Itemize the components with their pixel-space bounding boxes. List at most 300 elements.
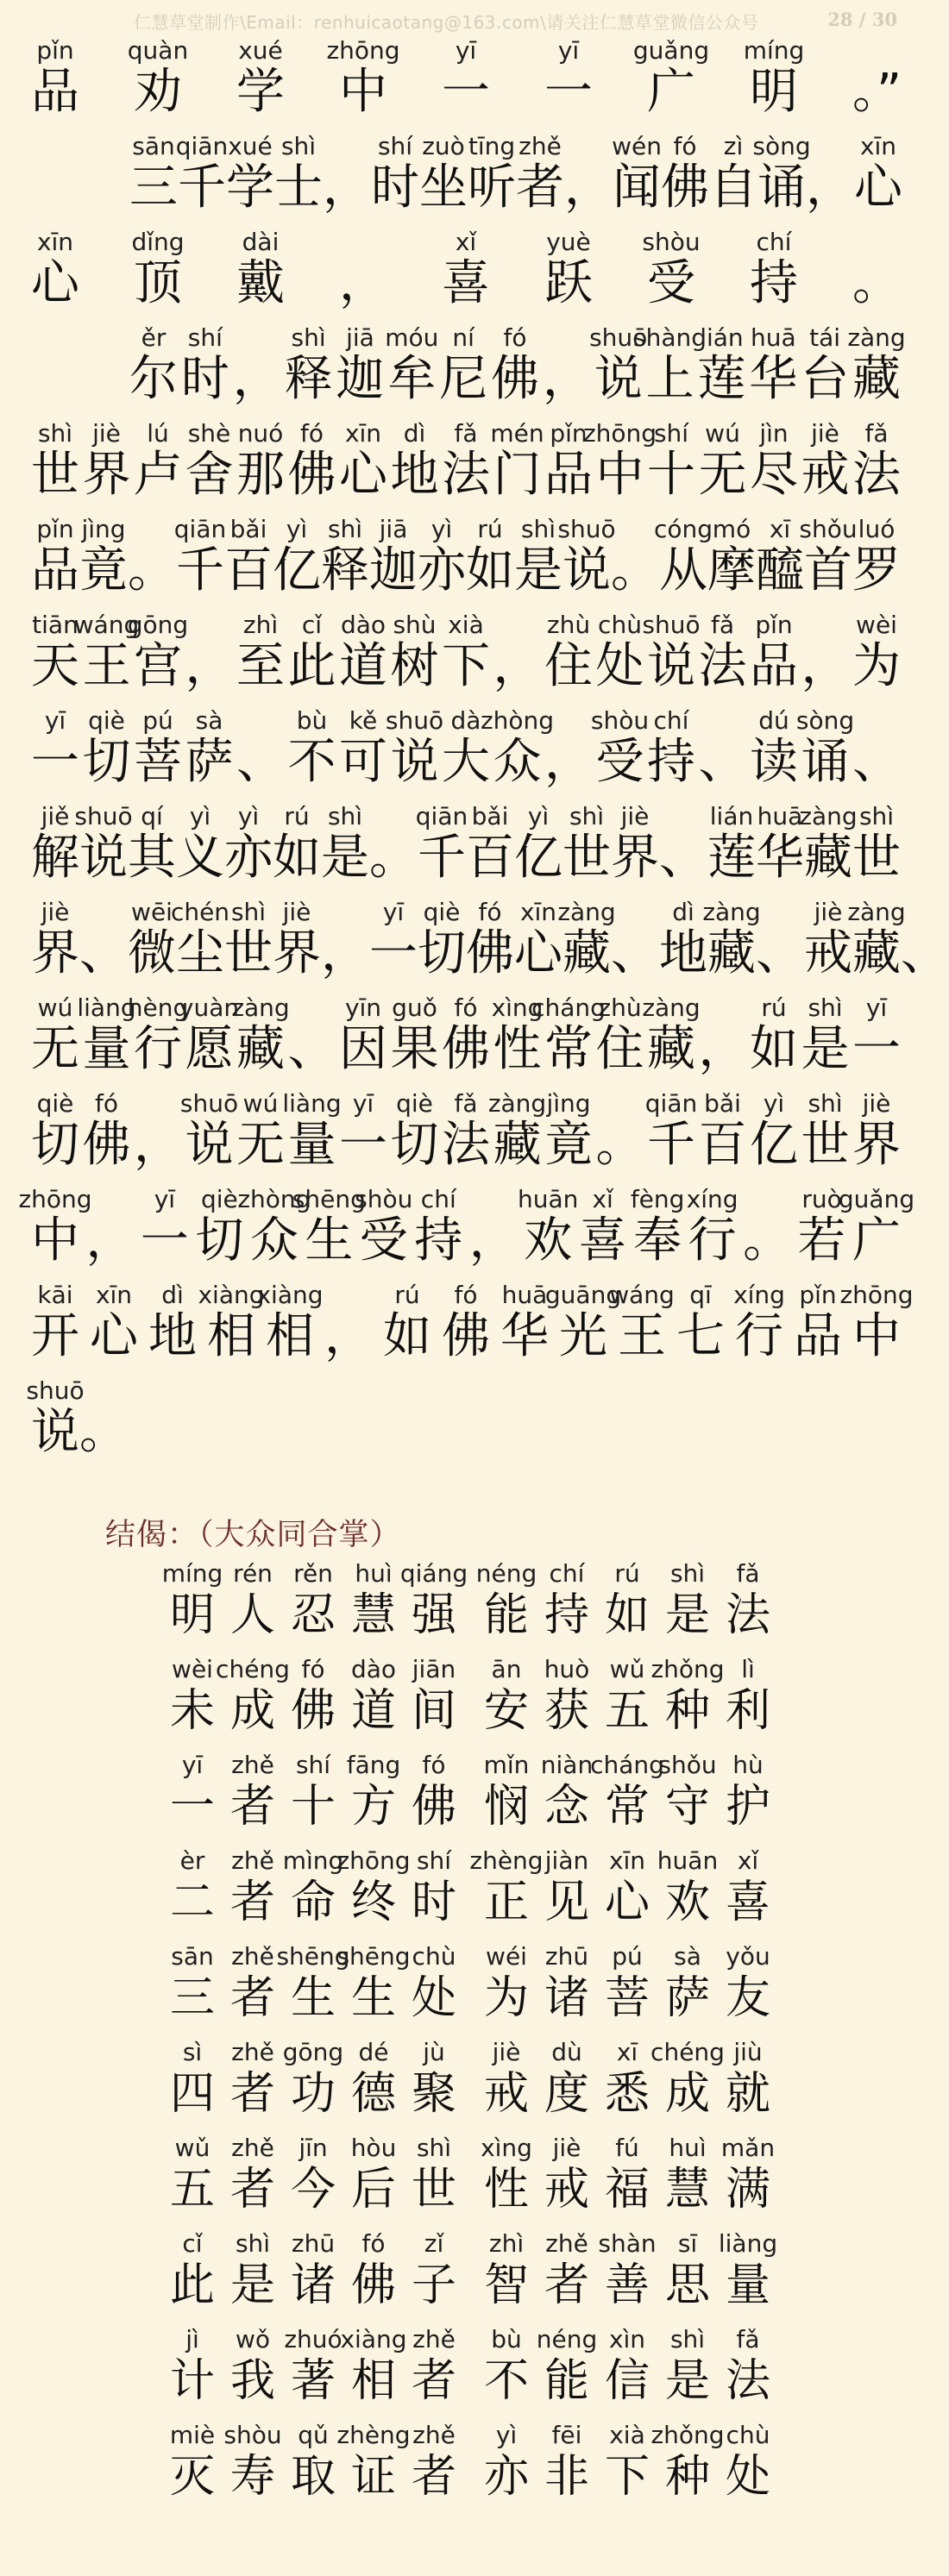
pinyin: yuàn xyxy=(179,993,240,1022)
pinyin: zhù xyxy=(598,993,642,1022)
pinyin: chù xyxy=(412,1942,456,1971)
pinyin: shì xyxy=(669,2325,706,2353)
hanzi: 一 xyxy=(169,1781,215,1833)
hanzi: 可 xyxy=(339,734,387,790)
hanzi: 如 xyxy=(750,1021,798,1077)
hanzi: 一 xyxy=(852,1021,901,1077)
hanzi: 满 xyxy=(725,2164,770,2216)
hanzi: 利 xyxy=(725,1685,770,1737)
verse-line xyxy=(0,2229,932,2324)
pinyin: yī xyxy=(865,993,888,1022)
pinyin: qiè xyxy=(36,1089,74,1118)
pinyin: xiàng xyxy=(256,1281,324,1309)
hanzi: 功 xyxy=(290,2068,336,2120)
hanzi: 一 xyxy=(31,734,79,790)
hanzi: 藏 xyxy=(804,830,852,886)
pinyin: jì xyxy=(185,2325,199,2353)
pinyin: dào xyxy=(340,611,387,639)
hanzi: 性 xyxy=(483,2164,529,2216)
pinyin: jiè xyxy=(41,898,70,926)
pinyin: qiè xyxy=(396,1089,433,1118)
hanzi: 处 xyxy=(725,2451,770,2503)
pinyin: zàng xyxy=(847,898,906,926)
pinyin: dì xyxy=(161,1281,184,1309)
hanzi: 法 xyxy=(725,2355,770,2407)
pinyin: fó xyxy=(478,898,502,926)
hanzi: 者 xyxy=(229,1972,275,2024)
hanzi: 行 xyxy=(688,1213,737,1269)
pinyin: jiè xyxy=(811,419,839,448)
hanzi: 住 xyxy=(544,638,593,694)
hanzi: 者 xyxy=(229,1877,275,1928)
pinyin: fó xyxy=(422,1751,446,1779)
hanzi-with-pinyin xyxy=(557,515,616,610)
pinyin: dà xyxy=(450,706,481,735)
hanzi: 学 xyxy=(226,160,274,216)
pinyin: zhū xyxy=(291,2229,336,2258)
hanzi-with-pinyin xyxy=(642,993,701,1088)
pinyin: pǐn xyxy=(36,36,74,65)
punctuation-glyph: 、 xyxy=(79,925,128,981)
hanzi-with-pinyin xyxy=(236,36,285,131)
hanzi: 佛 xyxy=(82,1117,131,1173)
hanzi-with-pinyin xyxy=(442,36,490,131)
hanzi: 非 xyxy=(544,2451,589,2503)
pinyin: xué xyxy=(228,132,273,160)
pinyin: zhōng xyxy=(582,419,657,448)
hanzi: 藏 xyxy=(562,925,611,981)
hanzi: 地 xyxy=(390,447,439,503)
hanzi: 生 xyxy=(350,1972,396,2024)
hanzi: 迦 xyxy=(369,542,418,599)
hanzi-with-pinyin xyxy=(718,2038,778,2133)
pinyin: yī xyxy=(455,36,477,65)
hanzi: 世 xyxy=(801,1117,850,1173)
hanzi: 竟 xyxy=(79,542,128,599)
hanzi: 量 xyxy=(82,1021,131,1077)
hanzi-with-pinyin xyxy=(544,36,593,131)
hanzi: 性 xyxy=(493,1021,542,1077)
pinyin: jiè xyxy=(492,2038,521,2066)
pinyin: bù xyxy=(296,706,328,735)
hanzi-with-pinyin xyxy=(326,36,400,131)
hanzi: 佛 xyxy=(350,2259,396,2311)
pinyin: zàng xyxy=(231,993,290,1022)
pinyin: fó xyxy=(361,2229,386,2258)
pinyin: tái xyxy=(809,323,841,352)
verse-line xyxy=(0,2038,932,2133)
hanzi: 戴 xyxy=(236,255,285,311)
hanzi: 中 xyxy=(852,1308,901,1364)
hanzi: 者 xyxy=(411,2355,456,2407)
hanzi: 百 xyxy=(466,830,514,886)
pinyin: fó xyxy=(301,1655,325,1683)
pinyin: sì xyxy=(182,2038,203,2066)
hanzi: 莲 xyxy=(707,830,756,886)
hanzi: 心 xyxy=(854,160,902,216)
hanzi: 后 xyxy=(350,2164,396,2216)
pinyin: bǎi xyxy=(704,1089,741,1118)
pinyin: zǐ xyxy=(424,2229,444,2258)
hanzi-with-pinyin xyxy=(718,2229,778,2324)
pinyin: chí xyxy=(420,1185,456,1213)
hanzi: 学 xyxy=(236,64,285,120)
pinyin: rú xyxy=(477,515,503,543)
pinyin: huì xyxy=(669,2134,707,2162)
pinyin: chéng xyxy=(650,2038,725,2066)
punctuation-glyph: ， xyxy=(698,1021,747,1077)
hanzi: 道 xyxy=(339,638,387,694)
hanzi: 界 xyxy=(31,925,79,981)
pinyin: shì xyxy=(230,898,267,926)
hanzi: 戒 xyxy=(483,2068,529,2120)
pinyin: xíng xyxy=(686,1185,738,1213)
pinyin: zhì xyxy=(242,611,279,639)
hanzi: 广 xyxy=(852,1213,901,1269)
hanzi: 至 xyxy=(236,638,285,694)
prose-line xyxy=(0,36,932,131)
hanzi: 菩 xyxy=(604,1972,650,2024)
pinyin: huì xyxy=(355,1559,393,1588)
punctuation-glyph: 。” xyxy=(852,64,902,120)
pinyin: shì xyxy=(416,2134,452,2162)
hanzi-with-pinyin xyxy=(718,1942,778,2037)
hanzi-with-pinyin xyxy=(632,36,710,131)
hanzi: 佛 xyxy=(287,447,336,503)
hanzi: 一 xyxy=(339,1117,387,1173)
hanzi-with-pinyin xyxy=(852,1089,901,1184)
pinyin: lú xyxy=(147,419,169,448)
pinyin: zhě xyxy=(545,2229,588,2258)
pinyin: zhōng xyxy=(326,36,400,65)
hanzi: 微 xyxy=(128,925,176,981)
pinyin: zhèng xyxy=(469,1846,544,1875)
hanzi: 说 xyxy=(185,1117,234,1173)
hanzi: 见 xyxy=(544,1877,589,1928)
hanzi-with-pinyin xyxy=(231,993,290,1088)
punctuation-glyph: 。 xyxy=(79,1404,128,1460)
prose-line xyxy=(0,1281,932,1376)
pinyin: zhǒng xyxy=(650,2421,725,2449)
pinyin: jīn xyxy=(299,2134,328,2162)
hanzi: 华 xyxy=(500,1308,549,1364)
pinyin: wáng xyxy=(73,611,140,639)
pinyin: qiān xyxy=(415,802,468,830)
hanzi: 诸 xyxy=(290,2259,336,2311)
hanzi: 是 xyxy=(229,2259,275,2311)
punctuation-glyph: ， xyxy=(542,351,591,407)
hanzi: 藏 xyxy=(236,1021,285,1077)
pinyin: yī xyxy=(557,36,580,65)
pinyin: chén xyxy=(170,898,230,926)
pinyin: sān xyxy=(132,132,175,160)
hanzi: 切 xyxy=(390,1117,439,1173)
punctuation-glyph: ， xyxy=(468,1213,518,1269)
pinyin: shì xyxy=(858,802,895,830)
pinyin: yì xyxy=(495,2421,518,2449)
pinyin: shì xyxy=(569,802,605,830)
hanzi: 佛 xyxy=(491,351,539,407)
hanzi: 界 xyxy=(852,1117,901,1173)
pinyin: zì xyxy=(723,132,744,160)
hanzi: 百 xyxy=(224,542,273,599)
pinyin: zhě xyxy=(231,2134,274,2162)
hanzi: 一 xyxy=(140,1213,189,1269)
prose-line xyxy=(0,1089,932,1184)
pinyin: wēi xyxy=(131,898,173,926)
hanzi: 持 xyxy=(544,1589,589,1641)
hanzi: 度 xyxy=(544,2068,589,2120)
hanzi: 七 xyxy=(676,1308,725,1364)
hanzi: 十 xyxy=(647,447,695,503)
pinyin: zhǒng xyxy=(650,1655,725,1683)
hanzi: 者 xyxy=(229,1781,275,1833)
pinyin: shì xyxy=(291,323,326,352)
pinyin: ěr xyxy=(141,323,167,352)
pinyin: wǔ xyxy=(609,1655,645,1683)
pinyin: mǐn xyxy=(483,1751,530,1779)
hanzi: 跃 xyxy=(544,255,593,311)
pinyin: fēi xyxy=(551,2421,582,2449)
pinyin: shēng xyxy=(336,1942,411,1971)
pinyin: fó xyxy=(454,1281,478,1309)
hanzi: 佛 xyxy=(442,1021,490,1077)
pinyin: zhì xyxy=(488,2229,525,2258)
hanzi: 释 xyxy=(321,542,369,599)
pinyin: miè xyxy=(169,2421,216,2449)
prose-line xyxy=(0,419,932,514)
pinyin: míng xyxy=(161,1559,223,1588)
verse-line xyxy=(0,2134,932,2228)
hanzi: 五 xyxy=(169,2164,215,2216)
hanzi: 若 xyxy=(797,1213,846,1269)
hanzi: 此 xyxy=(169,2259,215,2311)
hanzi: 千 xyxy=(647,1117,695,1173)
hanzi: 者 xyxy=(411,2451,456,2503)
hanzi: 喜 xyxy=(442,255,490,311)
hanzi: 世 xyxy=(31,447,79,503)
pinyin: wǔ xyxy=(174,2134,211,2162)
pinyin: rén xyxy=(233,1559,273,1588)
pinyin: chéng xyxy=(216,1655,290,1683)
hanzi: 喜 xyxy=(725,1877,770,1928)
hanzi: 戒 xyxy=(801,447,850,503)
section-heading: 结偈：（大众同合掌） xyxy=(105,1518,401,1552)
pinyin: xìn xyxy=(608,2325,646,2353)
pinyin: liàng xyxy=(77,993,136,1022)
hanzi: 其 xyxy=(128,830,176,886)
pinyin: yì xyxy=(527,802,550,830)
hanzi-with-pinyin xyxy=(852,993,901,1088)
hanzi: 佛 xyxy=(290,1685,336,1737)
pinyin: tīng xyxy=(468,132,516,160)
hanzi: 藏 xyxy=(852,351,901,407)
pinyin: pú xyxy=(612,1942,643,1971)
punctuation-glyph: 、 xyxy=(852,734,901,790)
hanzi-with-pinyin xyxy=(131,228,185,323)
pinyin: jiā xyxy=(379,515,408,543)
punctuation-glyph: ， xyxy=(323,160,371,216)
pinyin: huān xyxy=(517,1185,579,1213)
hanzi: 一 xyxy=(442,64,490,120)
hanzi: 是 xyxy=(664,1589,710,1641)
hanzi: 天 xyxy=(31,638,79,694)
pinyin: bǎi xyxy=(471,802,509,830)
pinyin: jìng xyxy=(81,515,126,543)
hanzi: 地 xyxy=(148,1308,197,1364)
pinyin: dù xyxy=(551,2038,582,2066)
hanzi: 诵 xyxy=(757,160,806,216)
header-credit-text: 仁慧草堂制作\Email：renhuicaotang@163.com\请关注仁慧草堂微信公众号 xyxy=(134,12,759,33)
pinyin: shì xyxy=(808,993,843,1022)
pinyin: fó xyxy=(300,419,324,448)
pinyin: zhū xyxy=(544,1942,589,1971)
punctuation-mark xyxy=(852,706,901,801)
hanzi-with-pinyin xyxy=(847,323,906,418)
hanzi: 台 xyxy=(801,351,850,407)
pinyin: xī xyxy=(769,515,791,543)
pinyin: èr xyxy=(179,1846,205,1875)
hanzi: 亿 xyxy=(273,542,321,599)
pinyin: wèi xyxy=(856,611,897,639)
punctuation-glyph: 。 xyxy=(852,255,901,311)
hanzi: 坐 xyxy=(419,160,468,216)
pinyin: dì xyxy=(403,419,426,448)
punctuation-mark xyxy=(339,228,387,323)
hanzi: 人 xyxy=(229,1589,275,1641)
hanzi: 是 xyxy=(801,1021,850,1077)
hanzi: 开 xyxy=(31,1308,79,1364)
hanzi: 终 xyxy=(350,1877,396,1928)
pinyin: shuō xyxy=(589,323,648,352)
pinyin: dú xyxy=(758,706,789,735)
hanzi-with-pinyin xyxy=(852,802,901,897)
prose-line xyxy=(0,323,932,418)
pinyin: xué xyxy=(238,36,283,65)
pinyin: xiàng xyxy=(340,2325,407,2353)
hanzi: 如 xyxy=(466,542,514,599)
hanzi: 处 xyxy=(595,638,644,694)
pinyin: xī xyxy=(616,2038,638,2066)
punctuation-glyph: ， xyxy=(134,1117,182,1173)
pinyin: shì xyxy=(327,802,363,830)
pinyin: guǒ xyxy=(392,993,437,1022)
pinyin: guāng xyxy=(544,1281,622,1309)
pinyin: zhě xyxy=(231,1846,274,1875)
hanzi: 量 xyxy=(725,2259,770,2311)
hanzi: 相 xyxy=(350,2355,396,2407)
pinyin: shuō xyxy=(179,1089,239,1118)
hanzi: 法 xyxy=(442,447,490,503)
hanzi-with-pinyin xyxy=(852,515,901,610)
hanzi: 自 xyxy=(709,160,757,216)
pinyin: fǎ xyxy=(736,2325,760,2353)
hanzi: 亦 xyxy=(418,542,466,599)
hanzi: 藏 xyxy=(852,925,901,981)
hanzi-with-pinyin xyxy=(854,132,902,227)
hanzi: 尘 xyxy=(176,925,224,981)
pinyin: shí xyxy=(187,323,223,352)
hanzi: 不 xyxy=(287,734,336,790)
pinyin: xīn xyxy=(608,1846,646,1875)
pinyin: cháng xyxy=(590,1751,664,1779)
hanzi: 聚 xyxy=(411,2068,456,2120)
hanzi: 千 xyxy=(176,542,224,599)
prose-line xyxy=(0,1376,932,1471)
hanzi: 者 xyxy=(516,160,564,216)
hanzi: 顶 xyxy=(134,255,182,311)
pinyin: lián xyxy=(700,323,744,352)
pinyin: qiè xyxy=(201,1185,238,1213)
pinyin: zàng xyxy=(557,898,616,926)
pinyin: shì xyxy=(37,419,73,448)
hanzi: 诸 xyxy=(544,1972,589,2024)
pinyin: sòng xyxy=(795,706,855,735)
punctuation-glyph: 。 xyxy=(595,1117,644,1173)
hanzi: 莲 xyxy=(697,351,746,407)
hanzi: 欢 xyxy=(524,1213,573,1269)
pinyin: xīn xyxy=(519,898,557,926)
hanzi: 一 xyxy=(369,925,418,981)
hanzi: 切 xyxy=(82,734,131,790)
hanzi: 计 xyxy=(169,2355,215,2407)
hanzi: 读 xyxy=(750,734,798,790)
hanzi: 种 xyxy=(664,2451,710,2503)
pinyin: pǐn xyxy=(36,515,74,543)
pinyin: shù xyxy=(393,611,437,639)
pinyin: shí xyxy=(295,1751,331,1779)
hanzi: 千 xyxy=(178,160,226,216)
hanzi: 藏 xyxy=(707,925,756,981)
pinyin: liàng xyxy=(718,2229,778,2258)
hanzi: 世 xyxy=(411,2164,456,2216)
pinyin: fāng xyxy=(346,1751,401,1779)
hanzi-with-pinyin xyxy=(718,2134,778,2228)
hanzi: 欢 xyxy=(664,1877,710,1928)
pinyin: xìng xyxy=(481,2134,532,2162)
hanzi-with-pinyin xyxy=(442,228,490,323)
hanzi-with-pinyin xyxy=(752,132,811,227)
pinyin: móu xyxy=(385,323,439,352)
pinyin: qiè xyxy=(423,898,461,926)
pinyin: xǐ xyxy=(592,1185,613,1213)
hanzi: 竟 xyxy=(544,1117,593,1173)
pinyin: rěn xyxy=(293,1559,333,1588)
hanzi: 五 xyxy=(604,1685,650,1737)
pinyin: shí xyxy=(377,132,413,160)
pinyin: xīn xyxy=(95,1281,133,1309)
hanzi: 常 xyxy=(544,1021,593,1077)
hanzi-with-pinyin xyxy=(838,1185,915,1280)
hanzi: 今 xyxy=(290,2164,336,2216)
hanzi: 亦 xyxy=(483,2451,529,2503)
hanzi: 菩 xyxy=(134,734,182,790)
hanzi: 百 xyxy=(698,1117,747,1173)
punctuation-glyph: 。 xyxy=(611,542,659,599)
pinyin: yuè xyxy=(546,228,591,256)
hanzi: 者 xyxy=(229,2068,275,2120)
hanzi: 劝 xyxy=(134,64,182,120)
hanzi: 尔 xyxy=(129,351,178,407)
pinyin: shí xyxy=(416,1846,452,1875)
hanzi: 悉 xyxy=(604,2068,650,2120)
pinyin: shì xyxy=(280,132,317,160)
pinyin: ruò xyxy=(801,1185,842,1213)
hanzi-with-pinyin xyxy=(181,323,229,418)
pinyin: pǐn xyxy=(550,419,588,448)
hanzi-with-pinyin xyxy=(718,1846,778,1941)
hanzi: 心 xyxy=(339,447,387,503)
